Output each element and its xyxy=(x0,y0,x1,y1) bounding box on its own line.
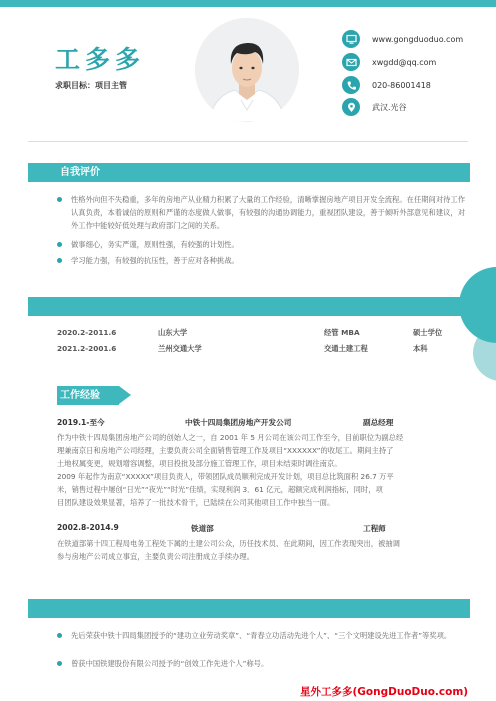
award-text: 先后荣获中铁十四局集团授予的“建功立业劳动奖章”、“青春立功活动先进个人”、“三个文明建设先进工作者”等奖项。 xyxy=(71,631,452,640)
contact-location[interactable] xyxy=(342,97,407,117)
bullet-dot xyxy=(57,258,62,263)
bullet-dot xyxy=(57,197,62,202)
phone-icon xyxy=(342,76,360,94)
job-line: 2009 年起作为南京“XXXXX”项目负责人，带领团队成员顺利完成开发计划，项目总比筑面积 26.7 万平 xyxy=(57,472,394,481)
work-title: 工作经验 xyxy=(60,390,100,401)
location-text: 武汉.光谷 xyxy=(372,102,407,112)
self-eval-item xyxy=(57,254,471,267)
decor-circle-dark xyxy=(459,267,496,343)
job-line: 土地权属变更，规划增容调整，项目投批及部分施工管理工作，项目未结束时调往南京。 xyxy=(57,459,342,468)
top-accent-bar xyxy=(0,0,496,7)
job-line: 米，销售过程中屡创“日光”“夜光”“时光”佳绩，实现利润 3．61 亿元，超额完成利润指标，同时，项 xyxy=(57,485,383,494)
location-icon xyxy=(342,98,360,116)
contact-phone[interactable] xyxy=(342,75,431,95)
edu-degree: 本科 xyxy=(413,344,428,353)
job-line: 理兼南京日和房地产公司经理，主要负责公司全面销售管理工作及项目“XXXXXX”的收尾工。期间主持了 xyxy=(57,446,394,455)
job-period: 2002.8-2014.9 xyxy=(57,523,119,532)
job-line: 在铁道部第十四工程局电务工程处下属的土建公司公众，历任技术员、在此期间，因工作表现突出，被抽调 xyxy=(57,539,400,548)
edu-period: 2021.2-2001.6 xyxy=(57,344,117,353)
self-eval-item xyxy=(57,193,471,232)
edu-school: 兰州交通大学 xyxy=(158,344,202,353)
job-objective: 求职目标：项目主管 xyxy=(55,81,127,90)
job-description xyxy=(57,537,471,563)
award-item xyxy=(57,657,471,670)
contact-website[interactable] xyxy=(342,29,463,49)
education-bar xyxy=(28,297,470,316)
profile-photo xyxy=(195,18,299,122)
edu-school: 山东大学 xyxy=(158,328,188,337)
email-text: xwgdd@qq.com xyxy=(372,57,437,67)
edu-period: 2020.2-2011.6 xyxy=(57,328,117,337)
edu-degree: 硕士学位 xyxy=(413,328,443,337)
job-title: 副总经理 xyxy=(363,418,394,427)
edu-major: 交通土建工程 xyxy=(324,344,368,353)
self-eval-title: 自我评价 xyxy=(60,167,100,178)
award-text: 曾获中国铁建股份有限公司授予的“创效工作先进个人”称号。 xyxy=(71,659,269,668)
email-icon xyxy=(342,53,360,71)
job-line: 参与房地产公司成立事宜，主要负责公司注册成立手续办理。 xyxy=(57,552,255,561)
self-eval-text: 学习能力强，有较强的抗压性，善于应对各种挑战。 xyxy=(71,256,239,265)
self-eval-text: 做事细心，务实严谨，原则性强，有较强的计划性。 xyxy=(71,240,239,249)
job-company: 铁道部 xyxy=(191,524,214,533)
job-line: 作为中铁十四局集团房地产公司的创始人之一，自 2001 年 5 月公司在该公司工作至今，目前职位为副总经 xyxy=(57,433,404,442)
edu-major: 经管 MBA xyxy=(324,328,360,337)
bullet-dot xyxy=(57,242,62,247)
bullet-dot xyxy=(57,661,62,666)
header-divider xyxy=(28,141,468,142)
job-period: 2019.1-至今 xyxy=(57,418,105,427)
candidate-name: 工多多 xyxy=(55,45,146,74)
self-eval-text: 性格外向但不失稳重，多年的房地产从业精力积累了大量的工作经验，清晰掌握房地产项目开发全流程。在任期间对待工作认真负责，本着诚信的原则和严谨的态度做人做事，有较强的沟通协调能力，重视团队建设，善于倾听外部意见和建议，对外工作中能较好低处理与政府部门之间的关系。 xyxy=(71,195,466,230)
phone-text: 020-86001418 xyxy=(372,80,431,90)
computer-icon xyxy=(342,30,360,48)
watermark-text: 星外工多多(GongDuoDuo.com) xyxy=(300,686,469,698)
website-text: www.gongduoduo.com xyxy=(372,34,464,44)
job-line: 目团队建设效果显著，培养了一批技术骨干，已陆续在公司其他项目工作中独当一面。 xyxy=(57,498,335,507)
job-description xyxy=(57,431,471,509)
awards-bar xyxy=(28,599,470,618)
award-item xyxy=(57,629,471,642)
bullet-dot xyxy=(57,633,62,638)
self-eval-item xyxy=(57,238,471,251)
job-title: 工程师 xyxy=(363,524,386,533)
contact-email[interactable] xyxy=(342,52,436,72)
job-company: 中铁十四局集团房地产开发公司 xyxy=(185,418,292,427)
